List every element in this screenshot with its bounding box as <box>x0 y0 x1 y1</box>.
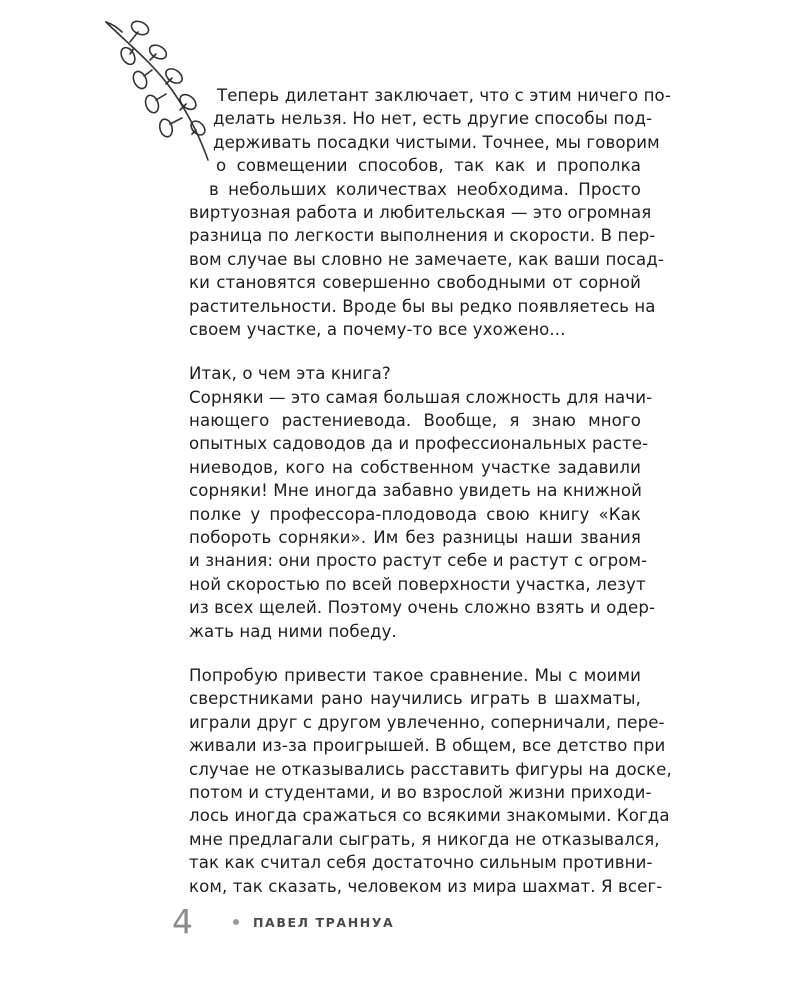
text-line: ки становятся совершенно свободными от сорной <box>189 273 641 293</box>
text-line: ком, так сказать, человеком из мира шахмат. Я всег- <box>189 876 663 896</box>
paragraph-3 <box>189 664 672 898</box>
text-line: ниеводов, кого на собственном участке задавили <box>189 457 641 477</box>
text-line: лось иногда сражаться со всякими знакомыми. Когда <box>189 806 670 826</box>
text-line: из всех щелей. Поэтому очень сложно взять и одер- <box>189 598 656 618</box>
text-line: сверстниками рано научились играть в шахматы, <box>189 689 641 709</box>
text-line: опытных садоводов да и профессиональных расте- <box>189 434 649 454</box>
text-line: потом и студентами, и во взрослой жизни приходи- <box>189 782 652 802</box>
text-line: играли друг с другом увлеченно, соперничали, пере- <box>189 712 665 732</box>
text-line: вом случае вы словно не замечаете, как ваши посад- <box>189 249 664 269</box>
text-line: полке у профессора-плодовода свою книгу «Как <box>189 504 641 524</box>
text-line: о совмещении способов, так как и прополка <box>216 156 641 176</box>
text-line: Итак, о чем эта книга? <box>189 364 391 384</box>
bullet-dot-icon <box>233 919 239 925</box>
text-line: ной скоростью по всей поверхности участка, лезут <box>189 574 646 594</box>
text-line: разница по легкости выполнения и скорости. В пер- <box>189 226 656 246</box>
text-line: живали из-за проигрышей. В общем, все детство при <box>189 736 666 756</box>
body-text <box>189 84 672 898</box>
paragraph-2 <box>189 362 656 643</box>
text-line: и знания: они просто растут себе и растут с огром- <box>189 551 648 571</box>
text-line: Попробую привести такое сравнение. Мы с моими <box>189 665 641 685</box>
text-line: делать нельзя. Но нет, есть другие способы под- <box>213 109 653 129</box>
paragraph-1 <box>189 84 671 341</box>
text-line: нающего растениевода. Вообще, я знаю много <box>189 411 641 431</box>
text-line: в небольших количествах необходима. Просто <box>209 179 641 199</box>
text-line: так как считал себя достаточно сильным противни- <box>189 853 653 873</box>
text-line: сорняки! Мне иногда забавно увидеть на книжной <box>189 481 642 501</box>
text-line: своем участке, а почему-то все ухожено... <box>189 319 566 339</box>
page-number: 4 <box>172 902 193 941</box>
text-line: виртуозная работа и любительская — это огромная <box>189 202 652 222</box>
text-line: случае не отказывались расставить фигуры на доске, <box>189 759 672 779</box>
text-line: мне предлагали сыграть, я никогда не отказывался, <box>189 829 660 849</box>
text-line: растительности. Вроде бы вы редко появляетесь на <box>189 296 656 316</box>
text-line: Теперь дилетант заключает, что с этим ничего по- <box>217 86 671 105</box>
page-footer <box>172 902 394 942</box>
text-line: побороть сорняки». Им без разницы наши звания <box>189 528 641 548</box>
text-line: жать над ними победу. <box>189 621 397 641</box>
author-name: ПАВЕЛ ТРАННУА <box>253 914 395 930</box>
text-line: держивать посадки чистыми. Точнее, мы говорим <box>213 132 660 152</box>
text-line: Сорняки — это самая большая сложность для начи- <box>189 387 653 407</box>
